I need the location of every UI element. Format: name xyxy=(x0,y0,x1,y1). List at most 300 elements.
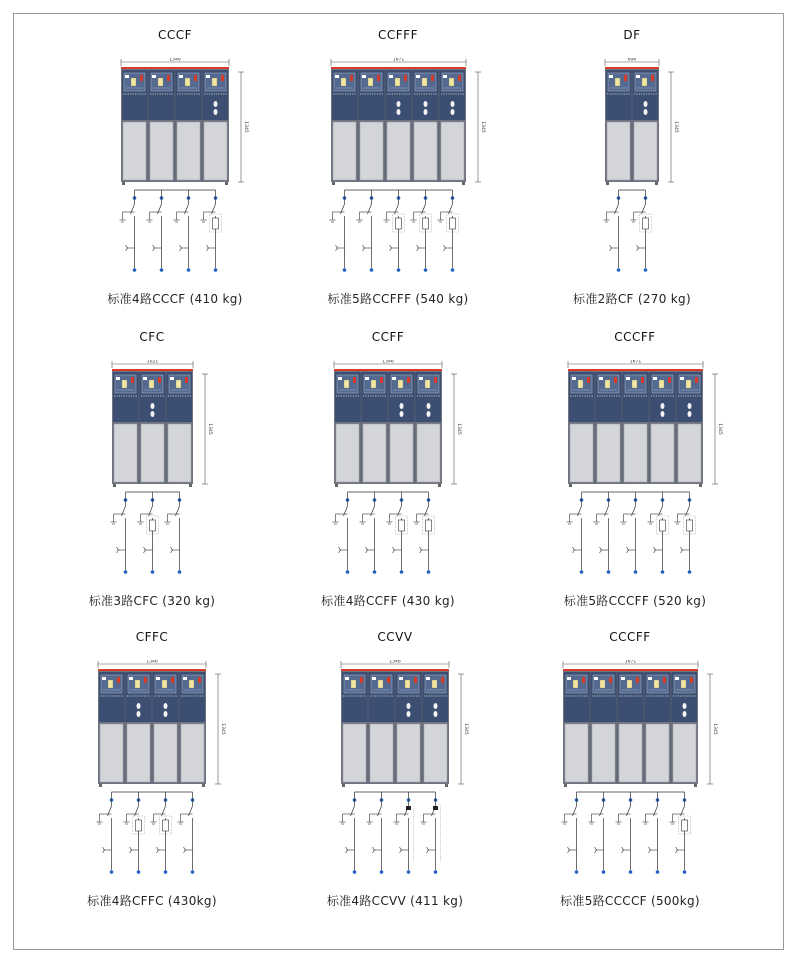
cable-node xyxy=(110,870,114,874)
cable-node xyxy=(451,268,455,272)
width-dimension-label: 696 xyxy=(627,58,637,63)
lower-door xyxy=(333,122,356,180)
fuse-symbol xyxy=(150,520,156,531)
cabinet-svg xyxy=(502,58,762,208)
switch-blade xyxy=(600,806,604,816)
cabinet-svg xyxy=(265,660,525,810)
indicator-window xyxy=(426,677,430,680)
indicator-window xyxy=(653,377,657,380)
indicator-window xyxy=(129,677,133,680)
cabinet-drawing xyxy=(22,660,282,810)
status-flag xyxy=(695,377,698,383)
switch-blade xyxy=(189,806,193,816)
schematic-svg xyxy=(22,490,282,590)
width-dimension-label: 1346 xyxy=(169,58,181,63)
indicator-window xyxy=(179,75,183,78)
lower-door xyxy=(150,122,173,180)
fuse-symbol xyxy=(682,820,688,831)
lower-door xyxy=(154,724,177,782)
switch-window xyxy=(432,680,437,688)
lower-door xyxy=(592,724,615,782)
cable-node xyxy=(634,570,638,574)
lower-door xyxy=(181,724,204,782)
unit-card-cffc xyxy=(22,630,282,930)
schematic-svg xyxy=(268,188,528,288)
switch-blade xyxy=(578,506,582,516)
width-dimension-label: 1346 xyxy=(382,360,394,365)
switch-blade xyxy=(341,204,345,214)
switch-window xyxy=(449,78,454,86)
indicator-window xyxy=(335,75,339,78)
height-dimension-label: 1345 xyxy=(717,423,722,435)
status-flag xyxy=(353,377,356,383)
switch-window xyxy=(654,680,659,688)
switch-window xyxy=(135,680,140,688)
switch-blade xyxy=(422,204,426,214)
operating-hole xyxy=(427,403,431,409)
status-flag xyxy=(171,677,174,683)
unit-card-cfc xyxy=(22,330,282,630)
switch-blade xyxy=(654,806,658,816)
lower-door xyxy=(634,122,657,180)
fuse-symbol xyxy=(136,820,142,831)
switch-blade xyxy=(108,806,112,816)
lower-door xyxy=(607,122,630,180)
operating-hole xyxy=(407,703,411,709)
cabinet-foot xyxy=(189,484,192,487)
lower-door xyxy=(387,122,410,180)
status-flag xyxy=(360,677,363,683)
status-flag xyxy=(140,75,143,81)
lower-door xyxy=(441,122,464,180)
indicator-window xyxy=(152,75,156,78)
top-strip xyxy=(563,669,698,671)
switch-window xyxy=(615,78,620,86)
cabinet-foot xyxy=(438,484,441,487)
lower-door xyxy=(424,724,447,782)
switch-blade xyxy=(378,806,382,816)
lower-door xyxy=(417,424,440,482)
operating-hole xyxy=(434,711,438,717)
unit-title: DF xyxy=(623,28,641,42)
switch-window xyxy=(405,680,410,688)
cabinet-foot xyxy=(564,784,567,787)
status-flag xyxy=(431,75,434,81)
status-flag xyxy=(641,377,644,383)
status-flag xyxy=(167,75,170,81)
switch-blade xyxy=(632,506,636,516)
unit-card-df xyxy=(502,28,762,328)
operating-hole xyxy=(434,703,438,709)
breaker-symbol xyxy=(433,806,438,810)
lower-door xyxy=(673,724,696,782)
cabinet-svg xyxy=(45,58,305,208)
lower-door xyxy=(414,122,437,180)
single-line-diagram xyxy=(22,490,282,590)
switch-window xyxy=(378,680,383,688)
status-flag xyxy=(582,677,585,683)
cable-node xyxy=(580,570,584,574)
fuse-symbol xyxy=(450,218,456,229)
lower-door xyxy=(646,724,669,782)
cabinet-foot xyxy=(694,784,697,787)
status-flag xyxy=(380,377,383,383)
status-flag xyxy=(663,677,666,683)
unit-title: CCCF xyxy=(157,28,193,42)
indicator-window xyxy=(399,677,403,680)
cable-node xyxy=(151,570,155,574)
cabinet-foot xyxy=(99,784,102,787)
fuse-symbol xyxy=(396,218,402,229)
lower-door xyxy=(204,122,227,180)
single-line-diagram xyxy=(265,790,525,890)
width-dimension-label: 1021 xyxy=(146,360,159,365)
operating-hole xyxy=(683,703,687,709)
status-flag xyxy=(377,75,380,81)
switch-window xyxy=(395,78,400,86)
schematic-svg xyxy=(22,790,282,890)
lower-door xyxy=(114,424,137,482)
switch-blade xyxy=(185,204,189,214)
switch-blade xyxy=(351,806,355,816)
top-strip xyxy=(341,669,449,671)
switch-window xyxy=(632,380,637,388)
switch-window xyxy=(351,680,356,688)
unit-caption: 标准4路CCFF (430 kg) xyxy=(321,594,455,608)
switch-window xyxy=(642,78,647,86)
switch-blade xyxy=(573,806,577,816)
indicator-window xyxy=(443,75,447,78)
lower-door xyxy=(370,724,393,782)
switch-blade xyxy=(122,506,126,516)
indicator-window xyxy=(365,377,369,380)
cabinet-foot xyxy=(655,182,658,185)
operating-hole xyxy=(451,101,455,107)
operating-hole xyxy=(661,403,665,409)
switch-window xyxy=(398,380,403,388)
switch-blade xyxy=(131,204,135,214)
unit-card-ccff xyxy=(258,330,518,630)
unit-caption: 标准5路CCCCF (500kg) xyxy=(560,894,700,908)
status-flag xyxy=(624,75,627,81)
indicator-window xyxy=(594,677,598,680)
switch-blade xyxy=(642,204,646,214)
switch-window xyxy=(185,78,190,86)
cable-node xyxy=(187,268,191,272)
single-line-diagram xyxy=(45,188,305,288)
cabinet-drawing xyxy=(45,58,305,208)
indicator-window xyxy=(419,377,423,380)
operating-hole xyxy=(164,711,168,717)
cable-node xyxy=(160,268,164,272)
status-flag xyxy=(614,377,617,383)
top-strip xyxy=(112,369,193,371)
status-flag xyxy=(587,377,590,383)
schematic-svg xyxy=(500,790,760,890)
switch-window xyxy=(600,680,605,688)
operating-hole xyxy=(151,403,155,409)
operating-hole xyxy=(424,109,428,115)
switch-window xyxy=(149,380,154,388)
indicator-window xyxy=(636,75,640,78)
fuse-symbol xyxy=(423,218,429,229)
cable-node xyxy=(124,570,128,574)
unit-caption: 标准4路CCCF (410 kg) xyxy=(107,292,243,306)
indicator-window xyxy=(125,75,129,78)
switch-blade xyxy=(615,204,619,214)
operating-hole xyxy=(397,109,401,115)
width-dimension-label: 1671 xyxy=(629,360,642,365)
cable-node xyxy=(688,570,692,574)
fuse-symbol xyxy=(399,520,405,531)
operating-hole xyxy=(451,109,455,115)
switch-window xyxy=(681,680,686,688)
fuse-symbol xyxy=(426,520,432,531)
indicator-window xyxy=(143,377,147,380)
cable-node xyxy=(602,870,606,874)
status-flag xyxy=(407,377,410,383)
switch-blade xyxy=(681,806,685,816)
unit-title: CFC xyxy=(139,330,165,344)
unit-caption: 标准4路CFFC (430kg) xyxy=(87,894,217,908)
indicator-window xyxy=(102,677,106,680)
switch-blade xyxy=(449,204,453,214)
cable-node xyxy=(617,268,621,272)
cable-node xyxy=(575,870,579,874)
cabinet-svg xyxy=(22,360,282,510)
status-flag xyxy=(158,377,161,383)
operating-hole xyxy=(214,101,218,107)
lower-door xyxy=(363,424,386,482)
switch-blade xyxy=(176,506,180,516)
unit-card-cccff xyxy=(505,330,765,630)
switch-window xyxy=(578,380,583,388)
cable-node xyxy=(397,268,401,272)
fuse-symbol xyxy=(643,218,649,229)
height-dimension-label: 1345 xyxy=(243,121,248,133)
operating-hole xyxy=(400,411,404,417)
indicator-window xyxy=(338,377,342,380)
operating-hole xyxy=(407,711,411,717)
cabinet-foot xyxy=(445,784,448,787)
height-dimension-label: 1345 xyxy=(207,423,212,435)
operating-hole xyxy=(214,109,218,115)
switch-window xyxy=(158,78,163,86)
indicator-window xyxy=(572,377,576,380)
fuse-symbol xyxy=(163,820,169,831)
operating-hole xyxy=(688,411,692,417)
switch-blade xyxy=(212,204,216,214)
cabinet-drawing xyxy=(268,58,528,208)
status-flag xyxy=(414,677,417,683)
operating-hole xyxy=(683,711,687,717)
unit-caption: 标准5路CCCFF (520 kg) xyxy=(563,594,707,608)
cable-node xyxy=(191,870,195,874)
cabinet-foot xyxy=(569,484,572,487)
schematic-svg xyxy=(265,790,525,890)
cable-node xyxy=(683,870,687,874)
unit-title: CFFC xyxy=(135,630,169,644)
top-strip xyxy=(334,369,442,371)
cable-node xyxy=(424,268,428,272)
switch-window xyxy=(212,78,217,86)
lower-door xyxy=(624,424,647,482)
cabinet-foot xyxy=(122,182,125,185)
indicator-window xyxy=(116,377,120,380)
cable-node xyxy=(353,870,357,874)
operating-hole xyxy=(427,411,431,417)
switch-blade xyxy=(371,506,375,516)
fuse-symbol xyxy=(687,520,693,531)
operating-hole xyxy=(644,109,648,115)
lower-door xyxy=(336,424,359,482)
top-strip xyxy=(568,369,703,371)
operating-hole xyxy=(151,411,155,417)
cable-node xyxy=(427,570,431,574)
switch-window xyxy=(627,680,632,688)
single-line-diagram xyxy=(22,790,282,890)
cabinet-foot xyxy=(699,484,702,487)
operating-hole xyxy=(400,403,404,409)
unit-title: CCCFF xyxy=(614,330,656,344)
cabinet-svg xyxy=(258,360,518,510)
status-flag xyxy=(668,377,671,383)
height-dimension-label: 1345 xyxy=(480,121,485,133)
switch-window xyxy=(422,78,427,86)
cable-node xyxy=(133,268,137,272)
switch-window xyxy=(605,380,610,388)
cable-node xyxy=(656,870,660,874)
operating-hole xyxy=(424,101,428,107)
status-flag xyxy=(185,377,188,383)
lower-door xyxy=(565,724,588,782)
status-flag xyxy=(131,377,134,383)
fuse-symbol xyxy=(660,520,666,531)
unit-title: CCCFF xyxy=(609,630,651,644)
operating-hole xyxy=(137,703,141,709)
single-line-diagram xyxy=(502,188,762,288)
cable-node xyxy=(214,268,218,272)
cable-node xyxy=(178,570,182,574)
indicator-window xyxy=(621,677,625,680)
status-flag xyxy=(458,75,461,81)
indicator-window xyxy=(156,677,160,680)
top-strip xyxy=(121,67,229,69)
unit-card-ccfff xyxy=(268,28,528,328)
single-line-diagram xyxy=(268,188,528,288)
unit-title: CCFF xyxy=(371,330,405,344)
cable-node xyxy=(343,268,347,272)
cabinet-svg xyxy=(500,660,760,810)
indicator-window xyxy=(206,75,210,78)
unit-title: CCVV xyxy=(377,630,413,644)
lower-door xyxy=(619,724,642,782)
indicator-window xyxy=(416,75,420,78)
fuse-symbol xyxy=(213,218,219,229)
lower-door xyxy=(168,424,191,482)
lower-door xyxy=(397,724,420,782)
status-flag xyxy=(404,75,407,81)
width-dimension-label: 1671 xyxy=(624,660,637,665)
schematic-svg xyxy=(502,188,762,288)
cable-node xyxy=(407,870,411,874)
switch-window xyxy=(108,680,113,688)
status-flag xyxy=(636,677,639,683)
cabinet-drawing xyxy=(22,360,282,510)
cabinet-drawing xyxy=(500,660,760,810)
lower-door xyxy=(678,424,701,482)
switch-blade xyxy=(368,204,372,214)
breaker-symbol xyxy=(406,806,411,810)
lower-door xyxy=(651,424,674,482)
cable-node xyxy=(434,870,438,874)
top-strip xyxy=(605,67,659,69)
lower-door xyxy=(123,122,146,180)
unit-card-ccccf xyxy=(500,630,760,930)
single-line-diagram xyxy=(500,790,760,890)
indicator-window xyxy=(609,75,613,78)
top-strip xyxy=(98,669,206,671)
status-flag xyxy=(117,677,120,683)
indicator-window xyxy=(345,677,349,680)
schematic-svg xyxy=(258,490,518,590)
switch-window xyxy=(371,380,376,388)
operating-hole xyxy=(644,101,648,107)
unit-caption: 标准3路CFC (320 kg) xyxy=(88,594,216,608)
indicator-window xyxy=(567,677,571,680)
indicator-window xyxy=(599,377,603,380)
switch-blade xyxy=(398,506,402,516)
switch-window xyxy=(122,380,127,388)
width-dimension-label: 1346 xyxy=(146,660,158,665)
cabinet-foot xyxy=(225,182,228,185)
cable-node xyxy=(164,870,168,874)
status-flag xyxy=(194,75,197,81)
cabinet-foot xyxy=(113,484,116,487)
operating-hole xyxy=(164,703,168,709)
switch-blade xyxy=(425,506,429,516)
switch-window xyxy=(368,78,373,86)
width-dimension-label: 1671 xyxy=(392,58,405,63)
switch-blade xyxy=(162,806,166,816)
cable-node xyxy=(400,570,404,574)
lower-door xyxy=(177,122,200,180)
height-dimension-label: 1345 xyxy=(456,423,461,435)
switch-window xyxy=(344,380,349,388)
indicator-window xyxy=(372,677,376,680)
switch-blade xyxy=(395,204,399,214)
cabinet-foot xyxy=(462,182,465,185)
lower-door xyxy=(127,724,150,782)
cabinet-svg xyxy=(268,58,528,208)
lower-door xyxy=(390,424,413,482)
indicator-window xyxy=(183,677,187,680)
switch-window xyxy=(573,680,578,688)
switch-window xyxy=(425,380,430,388)
unit-caption: 标准5路CCFFF (540 kg) xyxy=(327,292,469,306)
unit-caption: 标准2路CF (270 kg) xyxy=(573,292,691,306)
switch-blade xyxy=(627,806,631,816)
indicator-window xyxy=(648,677,652,680)
height-dimension-label: 1345 xyxy=(220,723,225,735)
switch-blade xyxy=(344,506,348,516)
switch-window xyxy=(686,380,691,388)
cabinet-foot xyxy=(606,182,609,185)
switch-window xyxy=(341,78,346,86)
status-flag xyxy=(221,75,224,81)
cabinet-drawing xyxy=(265,660,525,810)
operating-hole xyxy=(688,403,692,409)
